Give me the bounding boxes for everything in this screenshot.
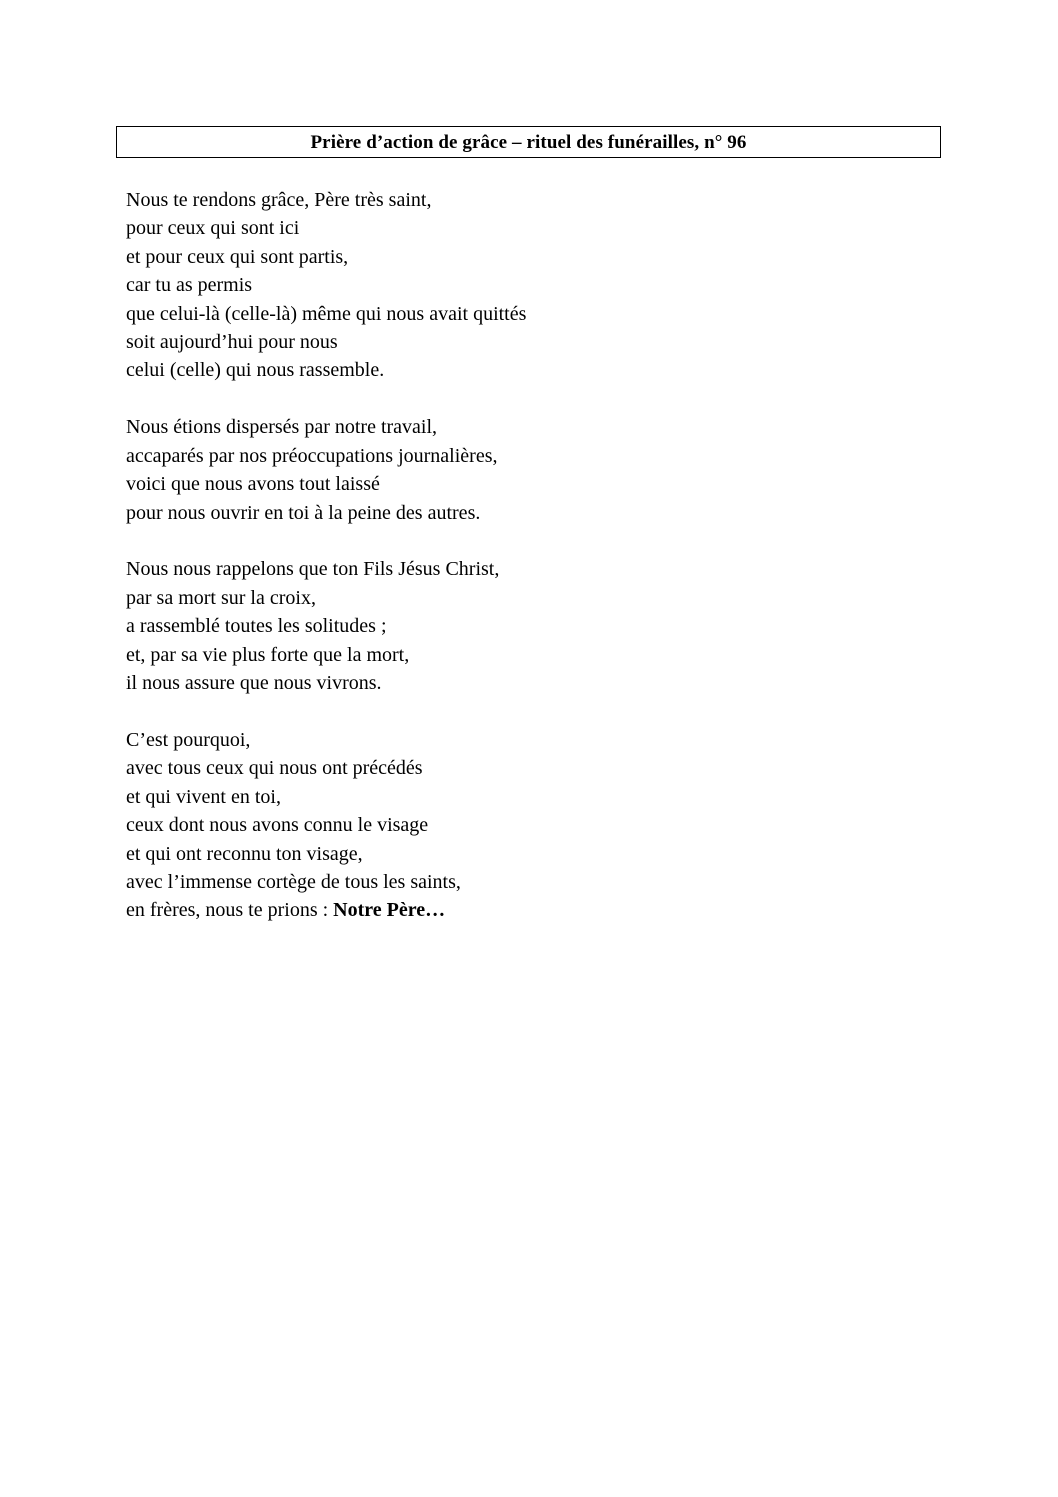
- prayer-line: il nous assure que nous vivrons.: [126, 672, 382, 695]
- prayer-line: avec tous ceux qui nous ont précédés: [126, 757, 423, 780]
- prayer-line: pour nous ouvrir en toi à la peine des autres.: [126, 501, 481, 524]
- prayer-line: a rassemblé toutes les solitudes ;: [126, 615, 387, 638]
- prayer-line: pour ceux qui sont ici: [126, 217, 300, 240]
- prayer-line: soit aujourd’hui pour nous: [126, 331, 338, 354]
- stanza-1: [126, 186, 926, 385]
- prayer-line: avec l’immense cortège de tous les saints,: [126, 871, 461, 894]
- prayer-final-text: en frères, nous te prions :: [126, 899, 334, 922]
- prayer-line: Nous étions dispersés par notre travail,: [126, 416, 438, 439]
- prayer-line: C’est pourquoi,: [126, 729, 251, 751]
- prayer-line: que celui-là (celle-là) même qui nous avait quittés: [126, 302, 527, 325]
- prayer-line: accaparés par nos préoccupations journalières,: [126, 444, 498, 467]
- stanza-2: [126, 413, 926, 527]
- our-father-invocation: Notre Père…: [333, 899, 446, 922]
- prayer-line: Nous te rendons grâce, Père très saint,: [126, 189, 432, 211]
- prayer-line: voici que nous avons tout laissé: [126, 473, 380, 496]
- prayer-line: celui (celle) qui nous rassemble.: [126, 359, 385, 382]
- page-title: Prière d’action de grâce – rituel des funérailles, n° 96: [310, 131, 747, 153]
- prayer-line: et qui ont reconnu ton visage,: [126, 842, 363, 865]
- prayer-line: ceux dont nous avons connu le visage: [126, 814, 429, 837]
- prayer-line: par sa mort sur la croix,: [126, 586, 316, 609]
- prayer-line: et qui vivent en toi,: [126, 785, 281, 808]
- stanza-4: [126, 726, 926, 925]
- stanza-3: [126, 555, 926, 697]
- prayer-line: et, par sa vie plus forte que la mort,: [126, 643, 410, 666]
- prayer-line: Nous nous rappelons que ton Fils Jésus Christ,: [126, 558, 500, 581]
- prayer-line: car tu as permis: [126, 274, 253, 297]
- prayer-final-line: [126, 896, 926, 924]
- prayer-body: [126, 186, 926, 953]
- prayer-line: et pour ceux qui sont partis,: [126, 245, 349, 268]
- title-box: [116, 126, 941, 158]
